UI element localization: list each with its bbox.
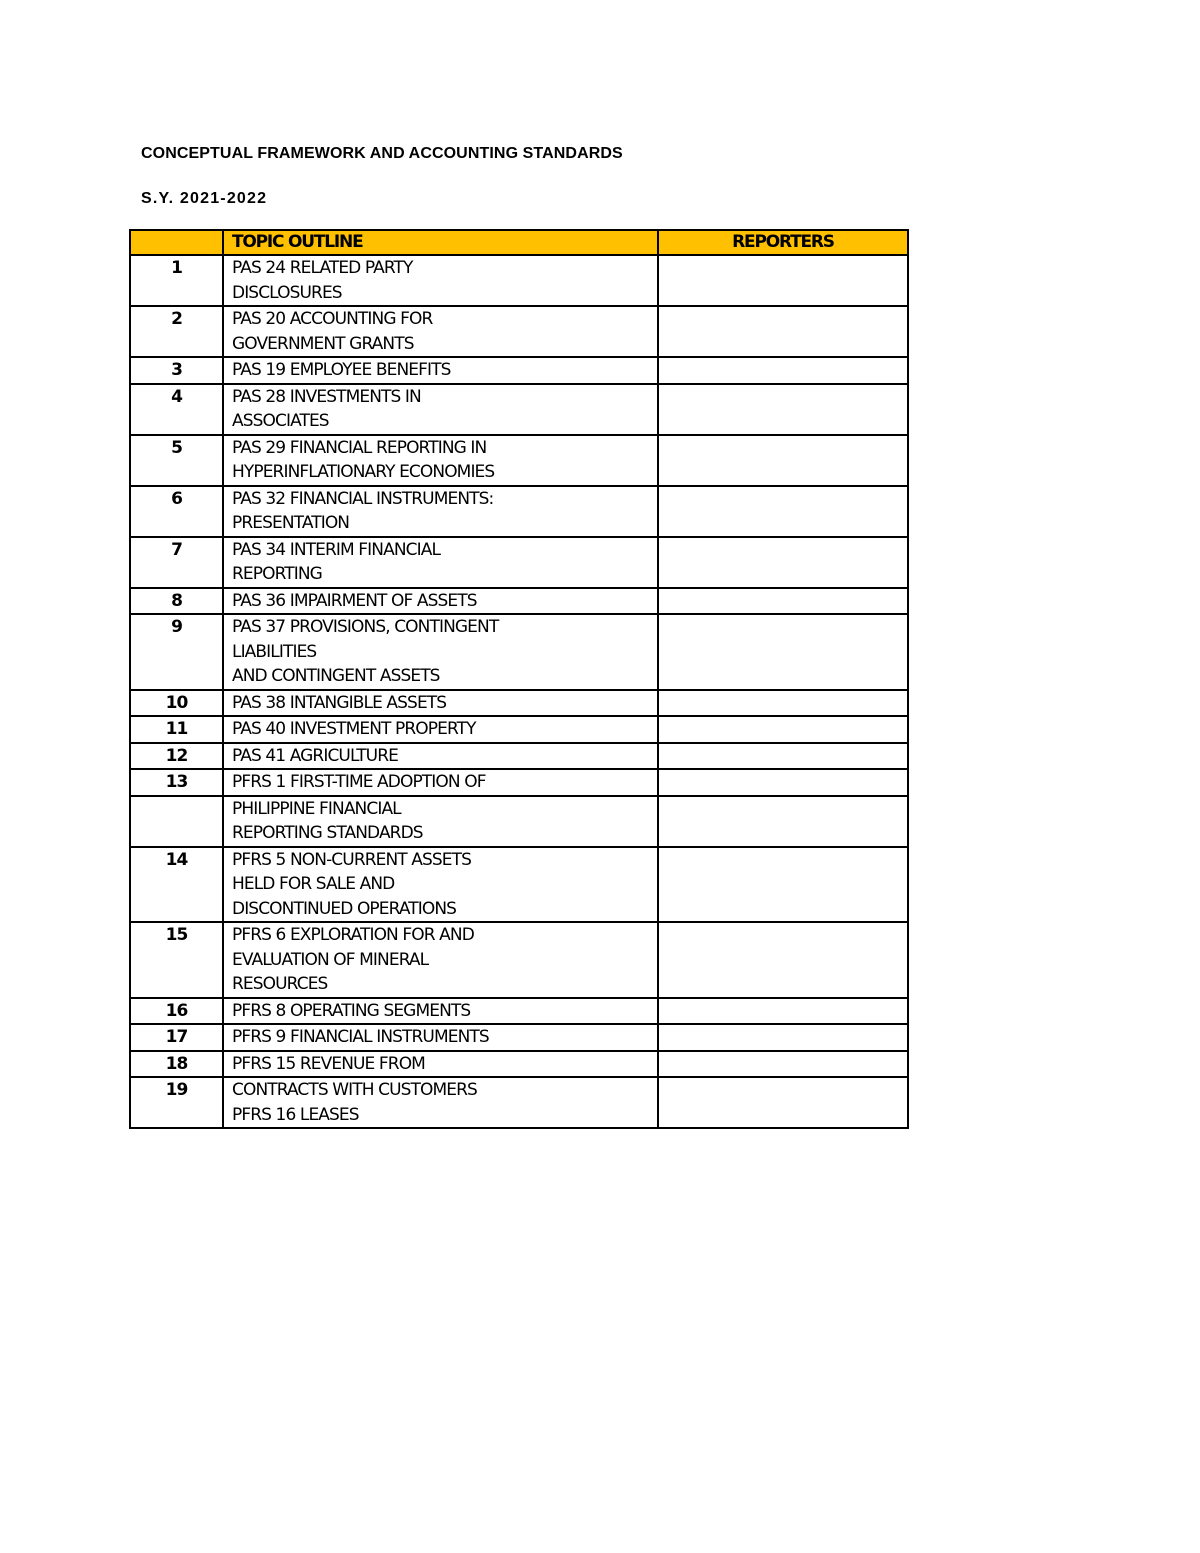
row-reporters[interactable] — [658, 847, 908, 923]
row-reporters[interactable] — [658, 255, 908, 306]
row-topic: PAS 41 AGRICULTURE — [223, 743, 658, 770]
table-row — [130, 743, 908, 770]
table-row — [130, 716, 908, 743]
row-number: 6 — [130, 486, 223, 537]
row-topic: PAS 38 INTANGIBLE ASSETS — [223, 690, 658, 717]
table-header — [130, 230, 908, 255]
table-row — [130, 690, 908, 717]
row-topic: PAS 37 PROVISIONS, CONTINGENT LIABILITIES AND CONTINGENT ASSETS — [223, 614, 658, 690]
row-reporters[interactable] — [658, 306, 908, 357]
row-number: 13 — [130, 769, 223, 796]
table-row — [130, 435, 908, 486]
table-row — [130, 998, 908, 1025]
row-reporters[interactable] — [658, 537, 908, 588]
row-topic: PAS 28 INVESTMENTS IN ASSOCIATES — [223, 384, 658, 435]
row-number: 17 — [130, 1024, 223, 1051]
header-topic-outline: TOPIC OUTLINE — [223, 230, 658, 255]
row-topic: PAS 29 FINANCIAL REPORTING IN HYPERINFLATIONARY ECONOMIES — [223, 435, 658, 486]
row-topic: PAS 20 ACCOUNTING FOR GOVERNMENT GRANTS — [223, 306, 658, 357]
row-reporters[interactable] — [658, 716, 908, 743]
table-row — [130, 796, 908, 847]
header-reporters: REPORTERS — [658, 230, 908, 255]
row-reporters[interactable] — [658, 690, 908, 717]
row-topic: PFRS 9 FINANCIAL INSTRUMENTS — [223, 1024, 658, 1051]
table-body — [130, 255, 908, 1128]
document-title: CONCEPTUAL FRAMEWORK AND ACCOUNTING STANDARDS — [141, 145, 623, 162]
topic-outline-table — [129, 229, 909, 1129]
row-reporters[interactable] — [658, 588, 908, 615]
header-number — [130, 230, 223, 255]
table-row — [130, 769, 908, 796]
row-topic: PFRS 8 OPERATING SEGMENTS — [223, 998, 658, 1025]
row-reporters[interactable] — [658, 357, 908, 384]
row-reporters[interactable] — [658, 998, 908, 1025]
row-reporters[interactable] — [658, 1024, 908, 1051]
row-topic: PAS 24 RELATED PARTY DISCLOSURES — [223, 255, 658, 306]
row-number: 4 — [130, 384, 223, 435]
table-row — [130, 614, 908, 690]
row-reporters[interactable] — [658, 922, 908, 998]
row-reporters[interactable] — [658, 486, 908, 537]
row-number: 9 — [130, 614, 223, 690]
row-reporters[interactable] — [658, 384, 908, 435]
row-number: 5 — [130, 435, 223, 486]
row-number: 11 — [130, 716, 223, 743]
row-number: 8 — [130, 588, 223, 615]
row-reporters[interactable] — [658, 614, 908, 690]
row-number: 18 — [130, 1051, 223, 1078]
table-row — [130, 306, 908, 357]
row-reporters[interactable] — [658, 743, 908, 770]
row-topic: PFRS 1 FIRST-TIME ADOPTION OF — [223, 769, 658, 796]
table-row — [130, 384, 908, 435]
table-row — [130, 357, 908, 384]
row-number: 10 — [130, 690, 223, 717]
row-number: 12 — [130, 743, 223, 770]
row-number — [130, 796, 223, 847]
row-reporters[interactable] — [658, 769, 908, 796]
header-row — [130, 230, 908, 255]
table-row — [130, 588, 908, 615]
table-row — [130, 537, 908, 588]
table-row — [130, 486, 908, 537]
row-number: 19 — [130, 1077, 223, 1128]
row-number: 3 — [130, 357, 223, 384]
row-reporters[interactable] — [658, 796, 908, 847]
row-topic: PFRS 15 REVENUE FROM — [223, 1051, 658, 1078]
row-topic: PAS 32 FINANCIAL INSTRUMENTS: PRESENTATION — [223, 486, 658, 537]
row-topic: PFRS 5 NON-CURRENT ASSETS HELD FOR SALE AND DISCONTINUED OPERATIONS — [223, 847, 658, 923]
table-row — [130, 1051, 908, 1078]
row-reporters[interactable] — [658, 435, 908, 486]
table-row — [130, 1024, 908, 1051]
school-year: S.Y. 2021-2022 — [141, 190, 268, 207]
row-topic: PAS 36 IMPAIRMENT OF ASSETS — [223, 588, 658, 615]
row-number: 14 — [130, 847, 223, 923]
table-row — [130, 922, 908, 998]
table-row — [130, 1077, 908, 1128]
row-topic: PAS 19 EMPLOYEE BENEFITS — [223, 357, 658, 384]
row-number: 2 — [130, 306, 223, 357]
row-topic: PFRS 6 EXPLORATION FOR AND EVALUATION OF MINERAL RESOURCES — [223, 922, 658, 998]
row-topic: PAS 40 INVESTMENT PROPERTY — [223, 716, 658, 743]
row-number: 15 — [130, 922, 223, 998]
row-number: 1 — [130, 255, 223, 306]
row-topic: CONTRACTS WITH CUSTOMERS PFRS 16 LEASES — [223, 1077, 658, 1128]
table-row — [130, 255, 908, 306]
table-row — [130, 847, 908, 923]
row-topic: PHILIPPINE FINANCIAL REPORTING STANDARDS — [223, 796, 658, 847]
row-number: 16 — [130, 998, 223, 1025]
row-number: 7 — [130, 537, 223, 588]
row-topic: PAS 34 INTERIM FINANCIAL REPORTING — [223, 537, 658, 588]
row-reporters[interactable] — [658, 1051, 908, 1078]
row-reporters[interactable] — [658, 1077, 908, 1128]
